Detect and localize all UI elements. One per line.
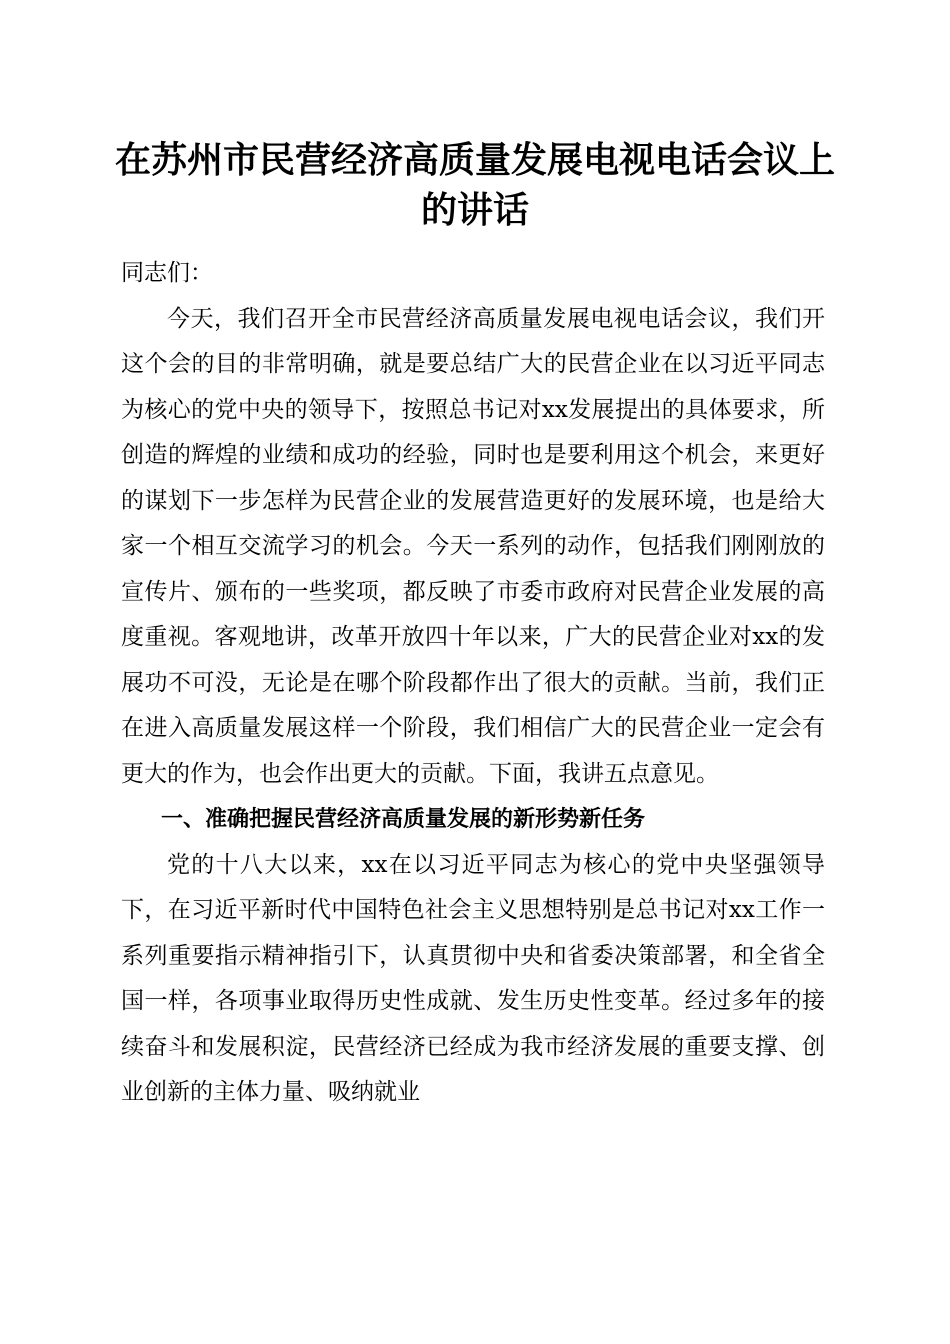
body-paragraph: 今天，我们召开全市民营经济高质量发展电视电话会议，我们开这个会的目的非常明确，就是要总结广大的民营企业在以习近平同志为核心的党中央的领导下，按照总书记对xx发展提出的具体要求，所创造的辉煌的业绩和成功的经验，同时也是要利用这个机会，来更好的谋划下一步怎样为民营企业的发展营造更好的发展环境，也是给大家一个相互交流学习的机会。今天一系列的动作，包括我们刚刚放的宣传片、颁布的一些奖项，都反映了市委市政府对民营企业发展的高度重视。客观地讲，改革开放四十年以来，广大的民营企业对xx的发展功不可没，无论是在哪个阶段都作出了很大的贡献。当前，我们正在进入高质量发展这样一个阶段，我们相信广大的民营企业一定会有更大的作为，也会作出更大的贡献。下面，我讲五点意见。 — [121, 305, 825, 787]
section-heading: 一、准确把握民营经济高质量发展的新形势新任务 — [161, 807, 646, 832]
section-paragraph: 党的十八大以来，xx在以习近平同志为核心的党中央坚强领导下，在习近平新时代中国特色社会主义思想特别是总书记对xx工作一系列重要指示精神指引下，认真贯彻中央和省委决策部署，和全省全国一样，各项事业取得历史性成就、发生历史性变革。经过多年的接续奋斗和发展积淀，民营经济已经成为我市经济发展的重要支撑、创业创新的主体力量、吸纳就业 — [121, 851, 825, 1105]
document-title: 在苏州市民营经济高质量发展电视电话会议上的讲话 — [114, 139, 835, 231]
salutation: 同志们： — [121, 260, 213, 286]
document-body — [121, 251, 825, 1116]
